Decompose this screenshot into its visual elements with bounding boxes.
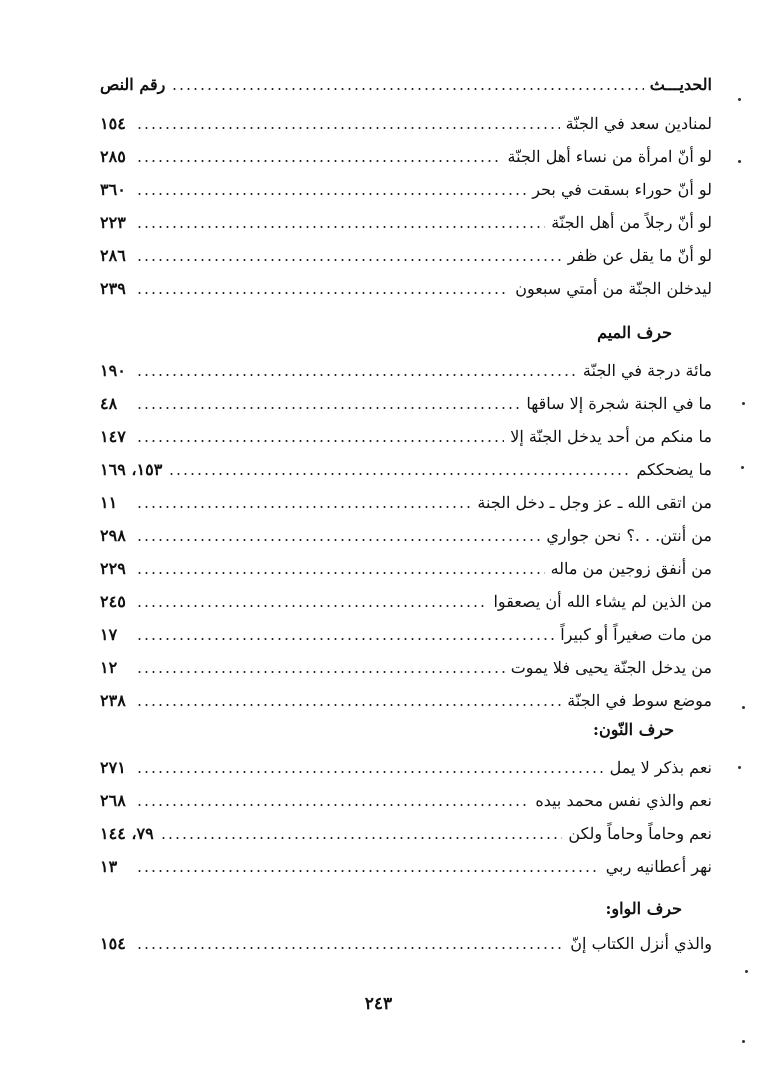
entry-text: ما في الجنة شجرة إلا ساقها xyxy=(526,393,712,413)
dot-leader xyxy=(136,160,502,162)
entry-text: ليدخلن الجنّة من أمتي سبعون xyxy=(515,278,712,298)
page-number: ٢٤٣ xyxy=(364,994,393,1014)
index-entry xyxy=(100,618,712,650)
dot-leader xyxy=(136,407,520,409)
entry-text: من أنتن. . .؟ نحن جواري xyxy=(546,525,712,545)
index-entry xyxy=(100,684,712,716)
dot-leader xyxy=(160,837,563,839)
entry-number: ٣٦٠ xyxy=(100,179,126,199)
dot-leader xyxy=(136,605,487,607)
section-heading-meem: حرف الميم xyxy=(597,323,672,342)
entry-number: ١٣ xyxy=(100,856,118,876)
entry-number: ١٩٠ xyxy=(100,360,126,380)
entry-number: ١٥٤ xyxy=(100,933,126,953)
dot-leader xyxy=(168,473,630,475)
entry-text: نعم والذي نفس محمد بيده xyxy=(535,790,712,810)
entry-text: من الذين لم يشاء الله أن يصعقوا xyxy=(493,591,712,611)
dot-leader xyxy=(171,88,643,90)
print-speck xyxy=(742,706,745,709)
index-entry xyxy=(100,817,712,849)
dot-leader xyxy=(136,771,604,773)
entry-text: لو أنّ امرأة من نساء أهل الجنّة xyxy=(507,146,712,166)
print-speck xyxy=(738,160,741,163)
table-header xyxy=(100,68,712,100)
entry-number: ١٧ xyxy=(100,624,118,644)
dot-leader xyxy=(136,572,545,574)
index-entry xyxy=(100,519,712,551)
dot-leader xyxy=(136,259,562,261)
entry-number: ١٢ xyxy=(100,657,118,677)
entry-text: مائة درجة في الجنّة xyxy=(582,360,712,380)
entry-number: ٢٨٥ xyxy=(100,146,126,166)
index-entry xyxy=(100,585,712,617)
index-entry xyxy=(100,453,712,485)
entry-number: ١٥٣، ١٦٩ xyxy=(100,459,163,479)
section-heading-noon: حرف النّون: xyxy=(593,720,674,739)
entry-number: ٤٨ xyxy=(100,393,118,413)
index-entry xyxy=(100,651,712,683)
entry-number: ٢٧١ xyxy=(100,757,126,777)
entry-number: ٢٣٨ xyxy=(100,690,126,710)
entry-number: ٢٣٩ xyxy=(100,278,126,298)
dot-leader xyxy=(136,638,554,640)
entry-number: ١٥٤ xyxy=(100,113,126,133)
dot-leader xyxy=(136,671,505,673)
entry-number: ٢٩٨ xyxy=(100,525,126,545)
entry-text: لو أنّ رجلاً من أهل الجنّة xyxy=(551,212,712,232)
dot-leader xyxy=(136,440,504,442)
entry-text: من أنفق زوجين من ماله xyxy=(550,558,712,578)
index-entry xyxy=(100,751,712,783)
dot-leader xyxy=(136,374,577,376)
index-entry xyxy=(100,387,712,419)
entry-number: ١١ xyxy=(100,492,118,512)
entry-text: ما يضحككم xyxy=(636,459,712,479)
dot-leader xyxy=(136,506,471,508)
entry-number: ٢٦٨ xyxy=(100,790,126,810)
dot-leader xyxy=(136,804,529,806)
dot-leader xyxy=(136,193,526,195)
entry-number: ٢٢٩ xyxy=(100,558,126,578)
dot-leader xyxy=(136,226,545,228)
entry-number: ٢٤٥ xyxy=(100,591,126,611)
print-speck xyxy=(742,402,745,405)
index-entry xyxy=(100,927,712,959)
entry-text: لمنادين سعد في الجنّة xyxy=(565,113,712,133)
header-number: رقم النص xyxy=(100,74,166,94)
dot-leader xyxy=(136,127,560,129)
index-entry xyxy=(100,107,712,139)
dot-leader xyxy=(136,870,600,872)
entry-text: من اتقى الله ـ عز وجل ـ دخل الجنة xyxy=(477,492,712,512)
dot-leader xyxy=(136,704,561,706)
print-speck xyxy=(742,1040,745,1043)
print-speck xyxy=(738,98,741,101)
index-entry xyxy=(100,140,712,172)
print-speck xyxy=(741,466,744,469)
index-entry xyxy=(100,420,712,452)
dot-leader xyxy=(136,947,564,949)
entry-number: ١٤٧ xyxy=(100,426,126,446)
entry-text: نهر أعطانيه ربي xyxy=(605,856,712,876)
entry-text: ما منكم من أحد يدخل الجنّة إلا xyxy=(510,426,712,446)
index-entry xyxy=(100,206,712,238)
entry-text: نعم وحاماً وحاماً ولكن xyxy=(568,823,712,843)
header-hadith: الحديـــث xyxy=(649,74,712,94)
section-heading-waw: حرف الواو: xyxy=(605,899,682,918)
index-entry xyxy=(100,173,712,205)
entry-text: من يدخل الجنّة يحيى فلا يموت xyxy=(510,657,712,677)
entry-number: ٧٩، ١٤٤ xyxy=(100,823,154,843)
print-speck xyxy=(745,970,748,973)
dot-leader xyxy=(136,539,540,541)
index-entry xyxy=(100,239,712,271)
entry-text: والذي أنزل الكتاب إنّ xyxy=(570,933,712,953)
index-entry xyxy=(100,272,712,304)
entry-text: موضع سوط في الجنّة xyxy=(567,690,712,710)
index-entry xyxy=(100,552,712,584)
index-entry xyxy=(100,850,712,882)
entry-number: ٢٢٣ xyxy=(100,212,126,232)
index-entry xyxy=(100,784,712,816)
entry-number: ٢٨٦ xyxy=(100,245,126,265)
entry-text: نعم بذكر لا يمل xyxy=(609,757,712,777)
dot-leader xyxy=(136,292,509,294)
index-entry xyxy=(100,354,712,386)
index-entry xyxy=(100,486,712,518)
entry-text: من مات صغيراً أو كبيراً xyxy=(560,624,712,644)
print-speck xyxy=(738,766,741,769)
entry-text: لو أنّ ما يقل عن ظفر xyxy=(567,245,712,265)
entry-text: لو أنّ حوراء بسقت في بحر xyxy=(532,179,712,199)
